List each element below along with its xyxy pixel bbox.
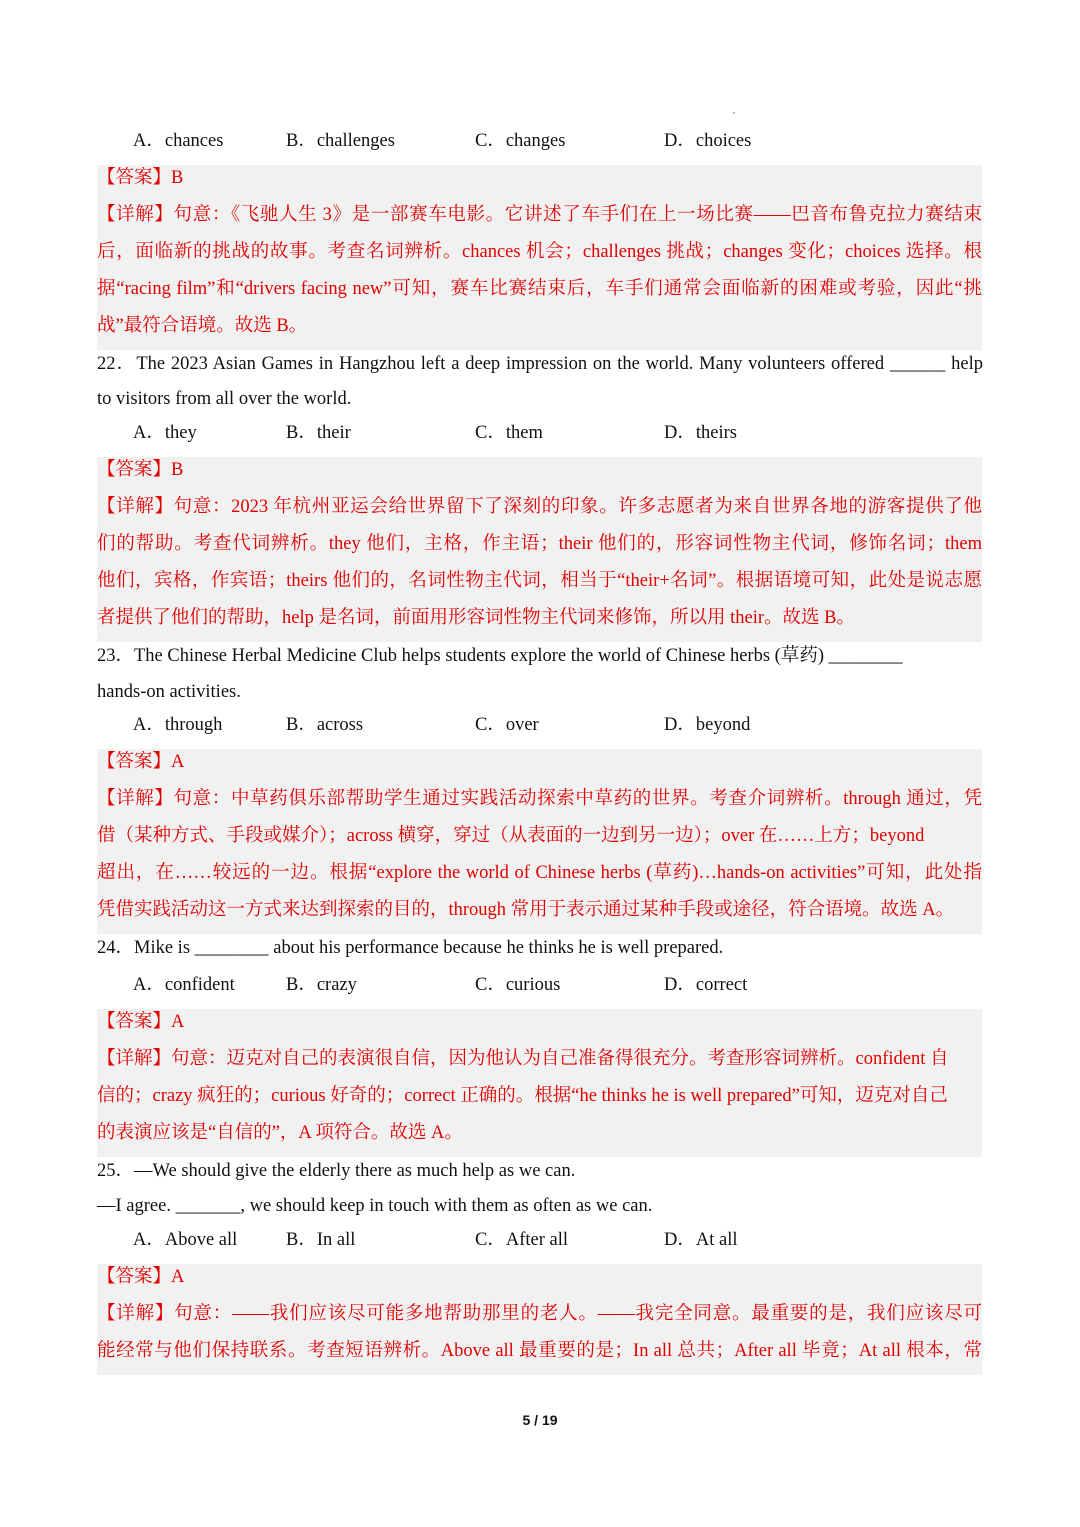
- q25-option-d: D．At all: [664, 1230, 738, 1250]
- q21-option-d: D．choices: [664, 131, 752, 151]
- q23-detail-line: 凭借实践活动这一方式来达到探索的目的，through 常用于表示通过某种手段或途径，符合语境。故选 A。: [97, 900, 955, 920]
- q22-detail-line: 者提供了他们的帮助，help 是名词，前面用形容词性物主代词来修饰，所以用 their。故选 B。: [97, 608, 855, 628]
- q24-options: [133, 967, 983, 1004]
- q24-option-c: C．curious: [475, 975, 561, 995]
- q22-option-a: A．they: [133, 423, 197, 443]
- q24-detail-line: 信的；crazy 疯狂的；curious 好奇的；correct 正确的。根据“he thinks he is well prepared”可知，迈克对自己: [97, 1086, 948, 1106]
- q23-answer: 【答案】A: [97, 752, 185, 772]
- q25-answer: 【答案】A: [97, 1267, 185, 1287]
- q22-options: [133, 415, 983, 452]
- q24-detail-line: 的表演应该是“自信的”，A 项符合。故选 A。: [97, 1123, 463, 1143]
- q25-option-c: C．After all: [475, 1230, 568, 1250]
- q23-stem: 23．The Chinese Herbal Medicine Club helps students explore the world of Chinese herbs (草药) ________: [97, 646, 903, 666]
- q24-option-d: D．correct: [664, 975, 748, 995]
- q23-option-b: B．across: [286, 715, 364, 735]
- q23-detail-line: 【详解】句意：中草药俱乐部帮助学生通过实践活动探索中草药的世界。考查介词辨析。through 通过，凭: [97, 789, 982, 809]
- q23-option-a: A．through: [133, 715, 223, 735]
- q23-option-d: D．beyond: [664, 715, 751, 735]
- decorative-dot: [733, 112, 735, 114]
- q25-options: [133, 1222, 983, 1259]
- q22-answer: 【答案】B: [97, 460, 184, 480]
- q23-options: [133, 707, 983, 744]
- q24-option-a: A．confident: [133, 975, 235, 995]
- q24-answer: 【答案】A: [97, 1012, 185, 1032]
- q23-detail-line: 超出，在……较远的一边。根据“explore the world of Chinese herbs (草药)…hands-on activities”可知，此处指: [97, 863, 982, 883]
- q21-detail-line: 后，面临新的挑战的故事。考查名词辨析。chances 机会；challenges 挑战；changes 变化；choices 选择。根: [97, 242, 982, 262]
- q22-detail-line: 【详解】句意：2023 年杭州亚运会给世界留下了深刻的印象。许多志愿者为来自世界各地的游客提供了他: [97, 497, 982, 517]
- q22-option-b: B．their: [286, 423, 351, 443]
- q21-answer: 【答案】B: [97, 168, 184, 188]
- q22-option-d: D．theirs: [664, 423, 737, 443]
- q21-option-c: C．changes: [475, 131, 566, 151]
- q25-detail-line: 能经常与他们保持联系。考查短语辨析。Above all 最重要的是；In all 总共；After all 毕竟；At all 根本，常: [97, 1341, 982, 1361]
- q22-detail-line: 他们，宾格，作宾语；theirs 他们的，名词性物主代词，相当于“their+名词”。根据语境可知，此处是说志愿: [97, 571, 982, 591]
- q21-detail-line: 【详解】句意：《飞驰人生 3》是一部赛车电影。它讲述了车手们在上一场比赛——巴音布鲁克拉力赛结束: [97, 205, 982, 225]
- page-number: 5 / 19: [522, 1412, 558, 1428]
- q22-stem: to visitors from all over the world.: [97, 389, 352, 409]
- q25-stem: 25．—We should give the elderly there as much help as we can.: [97, 1161, 576, 1181]
- q24-stem: 24．Mike is ________ about his performance because he thinks he is well prepared.: [97, 938, 724, 958]
- q24-option-b: B．crazy: [286, 975, 357, 995]
- q21-detail-line: 战”最符合语境。故选 B。: [97, 316, 308, 336]
- q23-option-c: C．over: [475, 715, 539, 735]
- q23-detail-line: 借（某种方式、手段或媒介）；across 横穿，穿过（从表面的一边到另一边）；over 在……上方；beyond: [97, 826, 925, 846]
- q22-detail-line: 们的帮助。考查代词辨析。they 他们，主格，作主语；their 他们的，形容词性物主代词，修饰名词；them: [97, 534, 982, 554]
- q25-option-b: B．In all: [286, 1230, 356, 1250]
- q22-stem: 22．The 2023 Asian Games in Hangzhou left a deep impression on the world. Many volunteers offered ______ help: [97, 354, 983, 374]
- q21-option-a: A．chances: [133, 131, 224, 151]
- q24-detail-line: 【详解】句意：迈克对自己的表演很自信，因为他认为自己准备得很充分。考查形容词辨析。confident 自: [97, 1049, 949, 1069]
- q22-option-c: C．them: [475, 423, 543, 443]
- q21-option-b: B．challenges: [286, 131, 395, 151]
- q21-options: [133, 123, 983, 160]
- q25-detail-line: 【详解】句意：——我们应该尽可能多地帮助那里的老人。——我完全同意。最重要的是，我们应该尽可: [97, 1304, 982, 1324]
- q23-stem: hands-on activities.: [97, 682, 241, 702]
- q21-detail-line: 据“racing film”和“drivers facing new”可知，赛车比赛结束后，车手们通常会面临新的困难或考验，因此“挑: [97, 279, 982, 299]
- q25-stem: —I agree. _______, we should keep in touch with them as often as we can.: [97, 1196, 653, 1216]
- q25-option-a: A．Above all: [133, 1230, 238, 1250]
